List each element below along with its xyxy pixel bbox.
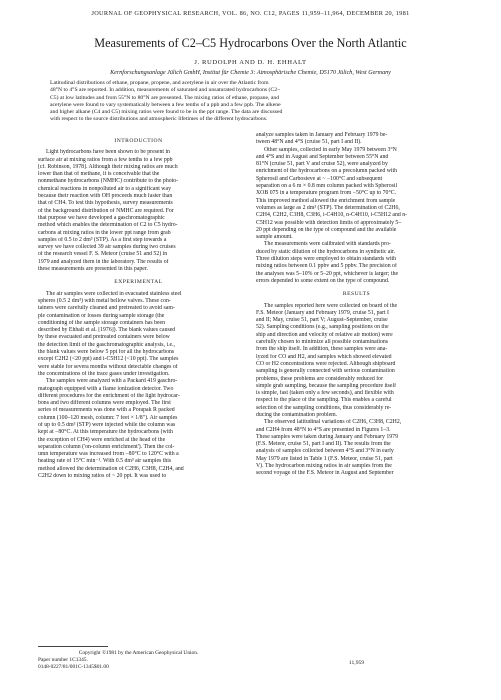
text-line: except C2H2 (<20 ppt) and i-C5H12 (<10 ppt). The samples <box>38 356 179 363</box>
text-line: 20 ppt depending on the type of compound and the available <box>256 226 397 233</box>
section-heading-results: RESULTS <box>342 291 371 298</box>
text-line: 48°N to 4°S are reported. In addition, measurements of saturated and unsaturated hydrocarbons (C2– <box>50 87 280 94</box>
text-line: simple grab sampling, because the sampling procedure itself <box>256 382 397 389</box>
text-line: samples of 0.5 to 2 dm³ (STP). As a first step towards a <box>38 236 167 243</box>
text-line: were stable for severa months without detectable changes of <box>38 363 178 370</box>
text-line: [cf. Robinson, 1978]. Although their mixing ratios are much <box>38 163 178 170</box>
text-line: conditioning of the sample storage containers has been <box>38 319 166 326</box>
footnote <box>38 646 239 671</box>
text-line: F.S. Meteor (January and February 1979, cruise 51, part I <box>256 309 389 316</box>
paper-number: Paper number 1C1345. <box>38 657 88 663</box>
text-line: This improved method allowed the enrichment from sample <box>256 197 396 204</box>
text-line: analysis of samples collected between 4°S and 3°N in early <box>256 448 394 455</box>
text-line: separation on a 6 m × 0.8 mm column packed with Spherosil <box>256 183 398 190</box>
text-line: the detection limit of the gaschromatographic analysis, i.e., <box>38 341 175 348</box>
footnote-rule <box>38 646 108 647</box>
article-code: 0148-0227/81/001C-1345$01.00 <box>38 664 109 670</box>
text-line: C2H2 down to mixing ratios of ~ 20 ppt. It was used to <box>38 473 167 480</box>
text-line: mixing ratios between 0.1 ppbv and 5 ppbv. The precision of <box>256 263 397 270</box>
text-line: The samples were analyzed with a Packard 419 gaschro- <box>46 378 178 385</box>
text-line: The air samples were collected in evacuated stainless steel <box>46 290 182 297</box>
text-line: heating rate of 15°C min⁻¹. With 0.5 dm³ air samples this <box>38 458 172 465</box>
section-heading-experimental: EXPERIMENTAL <box>114 279 163 286</box>
text-line: duced by static dilution of the hydrocarbons in synthetic air. <box>256 248 396 255</box>
text-line: lyzed for CO and H2, and samples which showed elevated <box>256 353 392 360</box>
running-head: JOURNAL OF GEOPHYSICAL RESEARCH, VOL. 86, NO. C12, PAGES 11,959–11,964, DECEMBER 20, 1981 <box>91 10 410 17</box>
text-line: kept at −80°C. At this temperature the hydrocarbons (with <box>38 429 173 436</box>
affiliation: Kernforschungsanlage Jülich GmbH, Institut für Chemie 3: Atmosphärische Chemie, D5170 Jülich, West Germany <box>110 70 391 76</box>
text-line: respect to the place of the sampling. This enables a careful <box>256 397 392 404</box>
right-column <box>256 132 457 478</box>
text-line: lower than that of methane, it is conceivable that the <box>38 171 160 178</box>
text-line: method which enables the determination of C2 to C5 hydro- <box>38 222 178 229</box>
text-line: These samples were taken during January and February 1979 <box>256 433 398 440</box>
text-line: volumes as large as 2 dm³ (STP). The determination of C2H6, <box>256 204 400 211</box>
paper-title: Measurements of C2–C5 Hydrocarbons Over the North Atlantic <box>94 36 407 50</box>
text-line: (F.S. Meteor, cruise 51, part I and II). The results from the <box>256 441 391 448</box>
text-line: and C2H4 from 48°N to 4°S are presented in Figures 1–3. <box>256 426 391 433</box>
text-line: problems, these problems are considerably reduced for <box>256 375 384 382</box>
text-line: bons and two different columns were employed. The first <box>38 400 171 407</box>
section-heading-introduction: INTRODUCTION <box>114 138 163 144</box>
text-line: tainers were carefully cleaned and pretreated to avoid sam- <box>38 305 175 312</box>
introduction-body <box>38 149 239 273</box>
text-line: second voyage of the F.S. Meteor in August and September <box>256 470 394 477</box>
text-line: is simple, fast (taken only a few seconds), and flexible with <box>256 390 394 397</box>
text-line: C5H12 was possible with detection limits of approximately 5– <box>256 219 402 226</box>
text-line: enrichment of the hydrocarbons on a precolumn packed with <box>256 168 398 175</box>
experimental-body <box>38 291 239 481</box>
text-line: sampling is generally connected with serious contamination <box>256 368 395 375</box>
text-line: that purpose we have developed a gaschromatographic <box>38 214 165 221</box>
text-line: Spherosil and Carbosieve at ~ −100°C and subsequent <box>256 175 383 182</box>
text-line: different procedures for the enrichment of the light hydrocar- <box>38 392 180 399</box>
text-line: errors depended to some extent on the type of compound. <box>256 277 390 284</box>
text-line: 1979 and analyzed them in the laboratory. The results of <box>38 258 169 265</box>
text-line: surface air at mixing ratios from a few tenths to a few ppb <box>38 156 173 163</box>
text-line: The observed latitudinal variations of C2H6, C3H8, C2H2, <box>264 419 402 426</box>
text-line: the blank values were below 5 ppt for all the hydrocarbons <box>38 349 175 356</box>
text-line: carbons at mixing ratios in the lower ppt range from grab <box>38 229 171 236</box>
text-line: by these evacuated and pretreated containers were below <box>38 334 170 341</box>
left-column <box>38 132 239 480</box>
text-line: Light hydrocarbons have been shown to be present in <box>46 149 170 156</box>
text-line: of up to 0.5 dm³ (STP) were injected while the column was <box>38 421 176 428</box>
text-line: and II; May, cruise 51, part V; August–September, cruise <box>256 317 388 324</box>
text-line: carefully chosen to minimize all possible contaminations <box>256 339 389 346</box>
text-line: the analyses was 5–10% or 5–20 ppt, whichever is larger; the <box>256 270 399 277</box>
text-line: XOB 075 in a temperature program from −50°C up to 70°C. <box>256 190 397 197</box>
text-line: column (100–120 mesh, column: 7 feet × 1/8"). Air samples <box>38 414 178 421</box>
text-line: and higher alkane (C4 and C5) mixing ratios were found to be in the ppt range. The data are discussed <box>50 109 283 116</box>
text-line: ple contamination or losses during sample storage (the <box>38 312 165 319</box>
text-line: separation column ('on-column enrichment'). Then the col- <box>38 443 175 450</box>
text-line: matograph equipped with a flame ionization detector. Two <box>38 385 174 392</box>
text-line: 52). Sampling conditions (e.g., sampling positions on the <box>256 324 389 331</box>
text-line: because their reaction with OH proceeds much faster than <box>38 193 173 200</box>
text-line: selection of the sampling conditions, thus considerably re- <box>256 404 392 411</box>
text-line: The measurements were calibrated with standards pro- <box>264 241 391 248</box>
text-line: series of measurements was done with a Porapak R packed <box>38 407 175 414</box>
abstract <box>50 80 452 124</box>
text-line: CO or H2 concentrations were rejected. Although shipboard <box>256 360 396 367</box>
text-line: these measurements are presented in this paper. <box>38 266 148 273</box>
text-line: that of CH4. To test this hypothesis, survey measurements <box>38 200 173 207</box>
text-line: C2H4, C2H2, C3H8, C3H6, i-C4H10, n-C4H10, i-C5H12 and n- <box>256 212 408 219</box>
text-line: Latitudinal distributions of ethane, propane, propene, and acetylene in air over the Atlantic from <box>50 80 269 86</box>
text-line: The samples reported here were collected on board of the <box>264 302 398 309</box>
text-line: the concentrations of the trace gases under investigation. <box>38 370 170 377</box>
text-line: Three dilution steps were employed to obtain standards with <box>256 256 397 263</box>
text-line: and 4°S and in August and September between 55°N and <box>256 153 389 160</box>
text-line: May 1979 are listed in Table 1 (F.S. Meteor, cruise 51, part <box>256 455 393 462</box>
authors: J. RUDOLPH AND D. H. EHHALT <box>194 59 307 66</box>
text-line: 81°N (cruise 51, part V and cruise 52), were analyzed by <box>256 161 388 168</box>
text-line: sample amount. <box>256 234 293 241</box>
text-line: the exception of CH4) were enriched at the head of the <box>38 436 166 443</box>
right-body-top <box>256 132 457 285</box>
text-line: acetylene were found to vary systematically between a few tenths of a ppb and a few ppb. The alkene <box>50 101 281 108</box>
text-line: ship and direction and velocity of relative air motion) were <box>256 331 393 338</box>
text-line: nonmethane hydrocarbons (NMHC) contribute to the photo- <box>38 178 179 185</box>
text-line: from the ship itself. In addition, these samples were ana- <box>256 346 388 353</box>
text-line: of the background distribution of NMHC are required. For <box>38 207 174 214</box>
results-body <box>256 303 457 478</box>
text-line: tween 48°N and 4°S (cruise 51, part I and II). <box>256 139 362 146</box>
text-line: analyze samples taken in January and February 1979 be- <box>256 132 388 138</box>
copyright-line: Copyright ©1981 by the American Geophysical Union. <box>78 650 199 656</box>
text-line: ducing the contamination problem. <box>256 411 338 418</box>
page-number: 11,959 <box>348 660 365 666</box>
text-line: Other samples, collected in early May 1979 between 3°N <box>264 146 397 153</box>
text-line: spheres (0.5 2 dm³) with metal bellow valves. These con- <box>38 297 171 304</box>
text-line: C5) at low latitudes and from 55°N to 80°N are presented. The mixing ratios of ethane, propane, and <box>50 94 280 101</box>
text-line: umn temperature was increased from −80°C to 120°C with a <box>38 451 179 458</box>
text-line: survey we have collected 39 air samples during two cruises <box>38 244 176 251</box>
text-line: method allowed the determination of C2H6, C3H8, C2H4, and <box>38 465 184 472</box>
text-line: with respect to the source distributions and atmospheric lifetimes of the different hydrocarbons. <box>50 116 268 123</box>
text-line: V). The hydrocarbon mixing ratios in air samples from the <box>256 463 392 470</box>
text-line: described by Ehhalt et al. [1976]). The blank values caused <box>38 327 176 334</box>
text-line: chemical reactions in nonpolluted air to a significant way <box>38 185 171 192</box>
text-line: of the research vessel F. S. Meteor (cruise 51 and 52) in <box>38 251 168 258</box>
